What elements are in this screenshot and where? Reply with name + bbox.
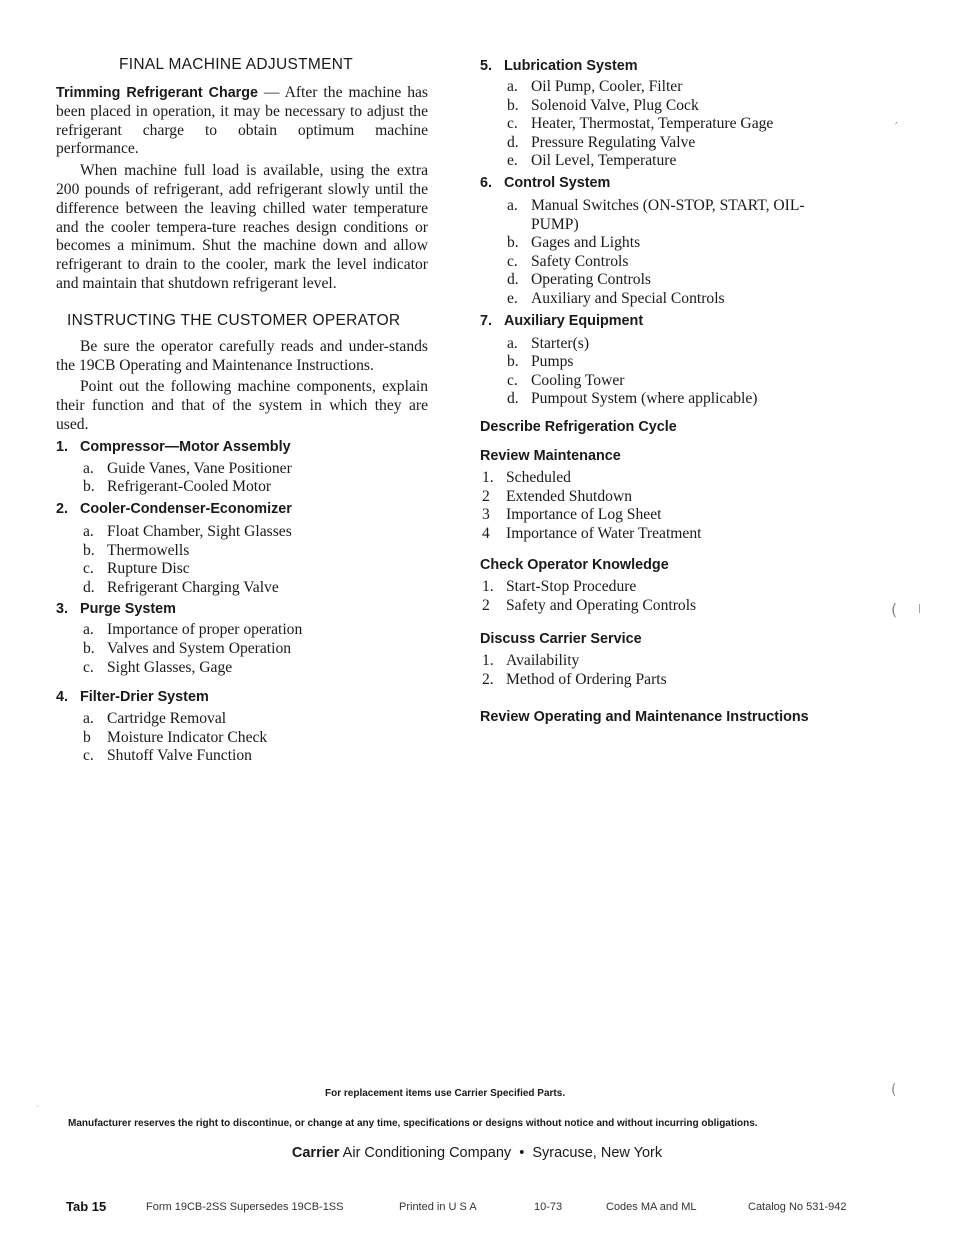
tab-label: Tab 15 xyxy=(66,1199,107,1214)
list-item: 1. Scheduled xyxy=(482,468,571,486)
company-line xyxy=(0,1145,954,1161)
print-date: 10-73 xyxy=(534,1201,563,1213)
section-cooler-condenser xyxy=(56,500,428,597)
review-instructions-heading: Review Operating and Maintenance Instructions xyxy=(480,708,809,725)
section-heading: 7. Auxiliary Equipment xyxy=(480,312,644,329)
section-check-knowledge xyxy=(480,556,875,615)
section-heading: 1. Compressor—Motor Assembly xyxy=(56,438,291,455)
list-item: a. Guide Vanes, Vane Positioner xyxy=(83,459,292,477)
instructing-heading: INSTRUCTING THE CUSTOMER OPERATOR xyxy=(67,311,401,329)
list-item: b. Valves and System Operation xyxy=(83,639,292,657)
section-compressor xyxy=(56,438,428,497)
scan-mark: | xyxy=(918,604,922,614)
section-lubrication xyxy=(480,57,875,171)
list-item: 2. Method of Ordering Parts xyxy=(482,671,667,689)
section-heading: 3. Purge System xyxy=(56,601,176,618)
bullet-separator: • xyxy=(519,1145,525,1161)
section-heading: Discuss Carrier Service xyxy=(480,631,642,648)
disclaimer-note: Manufacturer reserves the right to discontinue, or change at any time, specifications or designs without notice and without incurring obligations. xyxy=(68,1118,758,1129)
list-item: 2 Safety and Operating Controls xyxy=(482,596,697,614)
section-heading: Check Operator Knowledge xyxy=(480,557,669,574)
company-city: Syracuse, New York xyxy=(532,1145,663,1161)
list-item: a. Cartridge Removal xyxy=(83,710,227,728)
scan-mark: · xyxy=(36,1102,39,1111)
list-item: a. Starter(s) xyxy=(507,334,590,352)
list-item: a. Manual Switches (ON-STOP, START, OIL-PUMP) xyxy=(507,196,805,233)
list-item: a. Importance of proper operation xyxy=(83,621,303,639)
scan-mark: ( xyxy=(891,600,898,619)
list-item: b. Solenoid Valve, Plug Cock xyxy=(507,96,699,114)
list-item: b. Refrigerant-Cooled Motor xyxy=(83,478,272,496)
list-item: 2 Extended Shutdown xyxy=(482,487,633,505)
list-item: e. Auxiliary and Special Controls xyxy=(507,289,725,307)
trimming-text: — After the machine has been placed in operation, it may be necessary to adjust the refrigerant charge to obtain optimum machine performance. xyxy=(56,84,428,158)
catalog-number: Catalog No 531-942 xyxy=(748,1201,847,1213)
instructing-paragraph-1: Be sure the operator carefully reads and under-stands the 19CB Operating and Maintenance Instructions. xyxy=(56,337,428,374)
list-item: b. Thermowells xyxy=(83,541,190,559)
section-heading: 4. Filter-Drier System xyxy=(56,689,209,706)
printed-in: Printed in U S A xyxy=(399,1201,477,1213)
section-heading: Review Maintenance xyxy=(480,447,621,464)
list-item: b. Pumps xyxy=(507,353,574,371)
company-name-bold: Carrier xyxy=(291,1145,340,1161)
right-column xyxy=(480,57,875,727)
codes: Codes MA and ML xyxy=(606,1201,697,1213)
replacement-note: For replacement items use Carrier Specified Parts. xyxy=(325,1088,566,1099)
section-purge xyxy=(56,600,428,677)
left-column xyxy=(56,55,428,766)
list-item: a. Float Chamber, Sight Glasses xyxy=(83,522,292,540)
list-item: b. Gages and Lights xyxy=(507,234,641,252)
section-filter-drier xyxy=(56,688,428,766)
list-item: b Moisture Indicator Check xyxy=(83,728,268,746)
scan-mark: ′ xyxy=(895,120,898,134)
section-review-maintenance xyxy=(480,447,875,543)
list-item: 4 Importance of Water Treatment xyxy=(482,524,702,542)
section-heading: 2. Cooler-Condenser-Economizer xyxy=(56,500,292,517)
list-item: a. Oil Pump, Cooler, Filter xyxy=(507,78,683,95)
list-item: d. Operating Controls xyxy=(507,271,651,289)
section-carrier-service xyxy=(480,630,875,689)
section-heading: 6. Control System xyxy=(480,174,611,191)
list-item: c. Shutoff Valve Function xyxy=(83,747,252,765)
section-auxiliary xyxy=(480,312,875,409)
scan-mark: ( xyxy=(891,1082,897,1098)
section-heading: 5. Lubrication System xyxy=(480,58,638,74)
list-item: 1. Availability xyxy=(482,652,580,670)
list-item: c. Rupture Disc xyxy=(83,560,190,578)
final-adjustment-heading: FINAL MACHINE ADJUSTMENT xyxy=(119,56,353,73)
list-item: c. Heater, Thermostat, Temperature Gage xyxy=(507,115,774,133)
trimming-paragraph-2: When machine full load is available, using the extra 200 pounds of refrigerant, add refrigerant slowly until the difference between the leaving chilled water temperature and the cooler tempera-ture reaches design conditions or becomes a minimum. Shut the machine down and allow refrigerant to drain to the cooler, mark the level indicator and maintain that shutdown refrigerant level. xyxy=(56,162,428,292)
instructing-paragraph-2: Point out the following machine components, explain their function and that of the system in which they are used. xyxy=(56,378,428,433)
list-item: e. Oil Level, Temperature xyxy=(507,152,677,170)
trimming-paragraph xyxy=(56,84,428,159)
form-number: Form 19CB-2SS Supersedes 19CB-1SS xyxy=(146,1201,344,1213)
list-item: 3 Importance of Log Sheet xyxy=(482,506,662,524)
list-item: d. Pressure Regulating Valve xyxy=(507,133,696,151)
list-item: d. Refrigerant Charging Valve xyxy=(83,578,279,596)
section-control xyxy=(480,174,875,309)
list-item: c. Safety Controls xyxy=(507,252,629,270)
company-name-rest: Air Conditioning Company xyxy=(339,1145,512,1161)
list-item: d. Pumpout System (where applicable) xyxy=(507,390,758,408)
list-item: c. Cooling Tower xyxy=(507,371,625,389)
describe-cycle-heading: Describe Refrigeration Cycle xyxy=(480,418,677,435)
trimming-lead: Trimming Refrigerant Charge xyxy=(56,85,258,101)
list-item: 1. Start-Stop Procedure xyxy=(482,578,637,596)
list-item: c. Sight Glasses, Gage xyxy=(83,658,233,676)
